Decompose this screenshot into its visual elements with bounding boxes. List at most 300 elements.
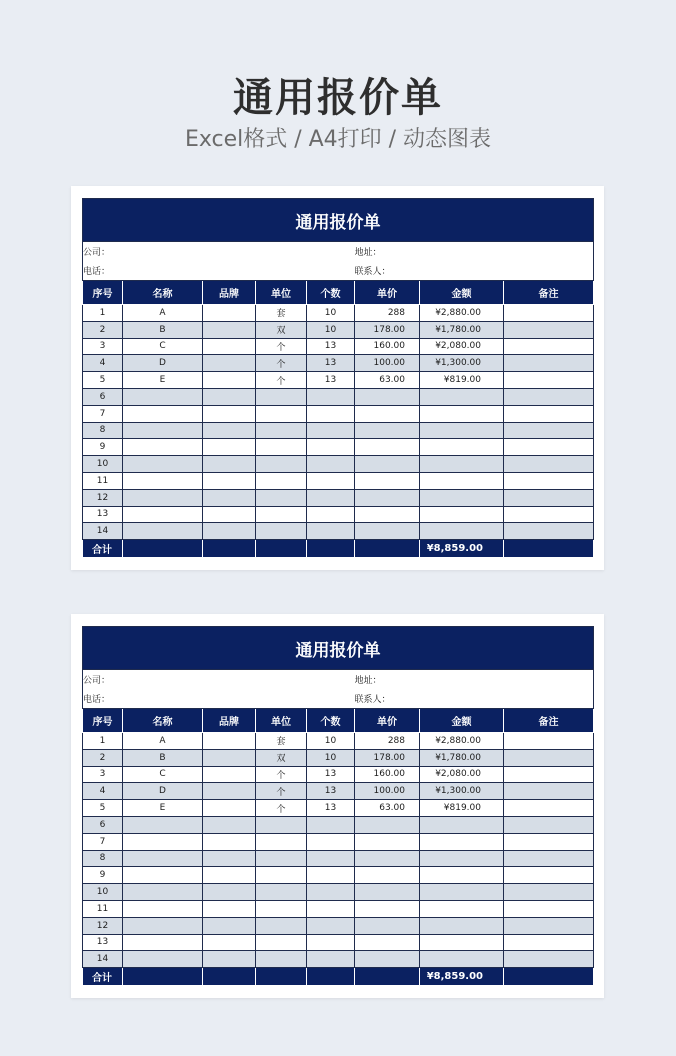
table-cell — [504, 934, 594, 951]
table-cell: 13 — [83, 934, 123, 951]
column-header: 备注 — [504, 709, 594, 733]
table-cell — [355, 405, 420, 422]
table-cell — [256, 934, 307, 951]
table-cell — [123, 900, 203, 917]
table-cell — [504, 833, 594, 850]
table-cell: 套 — [256, 305, 307, 322]
table-cell — [504, 900, 594, 917]
total-empty-cell — [307, 540, 355, 558]
table-cell — [355, 833, 420, 850]
column-header: 金额 — [420, 281, 504, 305]
table-cell: ¥2,880.00 — [420, 733, 504, 750]
table-cell — [307, 917, 355, 934]
table-cell: ¥1,300.00 — [420, 783, 504, 800]
table-row — [83, 321, 594, 338]
table-cell — [504, 733, 594, 750]
table-cell — [256, 388, 307, 405]
table-cell — [504, 355, 594, 372]
table-cell — [203, 749, 256, 766]
table-cell — [307, 850, 355, 867]
table-cell: 6 — [83, 388, 123, 405]
table-cell: 160.00 — [355, 338, 420, 355]
table-cell — [203, 934, 256, 951]
address-label: 地址： — [355, 242, 594, 262]
table-cell — [256, 422, 307, 439]
page-subtitle: Excel格式 / A4打印 / 动态图表 — [184, 127, 492, 152]
table-cell — [203, 489, 256, 506]
quote-sheet-preview-1 — [71, 186, 604, 570]
table-cell — [504, 439, 594, 456]
table-cell: D — [123, 783, 203, 800]
table-cell — [504, 305, 594, 322]
table-cell: C — [123, 338, 203, 355]
table-row — [83, 800, 594, 817]
total-empty-cell — [307, 968, 355, 986]
column-header: 序号 — [83, 281, 123, 305]
table-cell — [504, 388, 594, 405]
quote-sheet-preview-2 — [71, 614, 604, 998]
table-cell — [504, 917, 594, 934]
table-cell: 9 — [83, 439, 123, 456]
quote-table — [82, 626, 594, 986]
table-cell — [123, 867, 203, 884]
table-cell — [203, 917, 256, 934]
table-cell — [504, 816, 594, 833]
table-cell: 14 — [83, 951, 123, 968]
column-header: 品牌 — [203, 709, 256, 733]
table-cell — [203, 800, 256, 817]
table-row — [83, 917, 594, 934]
table-cell — [355, 506, 420, 523]
table-row — [83, 405, 594, 422]
table-cell: 14 — [83, 523, 123, 540]
table-cell — [307, 867, 355, 884]
table-cell — [420, 816, 504, 833]
table-row — [83, 506, 594, 523]
table-cell — [123, 489, 203, 506]
table-cell: 10 — [83, 456, 123, 473]
table-cell — [256, 405, 307, 422]
table-row — [83, 766, 594, 783]
table-cell: 4 — [83, 355, 123, 372]
table-cell: 个 — [256, 800, 307, 817]
table-cell: 178.00 — [355, 749, 420, 766]
table-cell — [355, 472, 420, 489]
table-cell — [256, 917, 307, 934]
table-cell — [307, 523, 355, 540]
table-cell: ¥1,780.00 — [420, 749, 504, 766]
table-cell: E — [123, 372, 203, 389]
table-cell: 6 — [83, 816, 123, 833]
table-cell — [123, 523, 203, 540]
table-cell — [256, 900, 307, 917]
table-cell — [256, 472, 307, 489]
table-cell: 13 — [307, 766, 355, 783]
table-cell — [256, 816, 307, 833]
table-cell: ¥819.00 — [420, 800, 504, 817]
column-header: 单价 — [355, 709, 420, 733]
table-cell — [256, 867, 307, 884]
table-row — [83, 523, 594, 540]
page-title: 通用报价单 — [233, 75, 443, 121]
table-cell — [355, 900, 420, 917]
table-cell — [355, 850, 420, 867]
table-cell: 100.00 — [355, 355, 420, 372]
table-cell — [203, 766, 256, 783]
table-cell: ¥2,880.00 — [420, 305, 504, 322]
table-cell — [504, 766, 594, 783]
table-cell: 5 — [83, 800, 123, 817]
table-cell — [420, 388, 504, 405]
table-cell — [355, 439, 420, 456]
table-cell — [256, 951, 307, 968]
total-label: 合计 — [83, 540, 123, 558]
phone-label: 电话： — [83, 689, 355, 709]
column-header-row — [83, 281, 594, 305]
contact-label: 联系人： — [355, 689, 594, 709]
table-cell: 13 — [83, 506, 123, 523]
table-cell: 63.00 — [355, 372, 420, 389]
total-empty-cell — [256, 540, 307, 558]
column-header: 金额 — [420, 709, 504, 733]
total-value: ¥8,859.00 — [420, 968, 504, 986]
table-cell — [256, 850, 307, 867]
table-cell — [504, 321, 594, 338]
address-label: 地址： — [355, 670, 594, 690]
table-cell — [307, 489, 355, 506]
table-cell — [256, 489, 307, 506]
table-cell — [420, 833, 504, 850]
table-cell — [504, 456, 594, 473]
table-cell — [355, 523, 420, 540]
table-cell — [355, 917, 420, 934]
table-cell — [203, 422, 256, 439]
table-cell — [420, 422, 504, 439]
table-cell: 288 — [355, 733, 420, 750]
table-cell — [504, 405, 594, 422]
table-row — [83, 305, 594, 322]
table-cell — [504, 422, 594, 439]
table-cell — [504, 372, 594, 389]
table-cell — [203, 733, 256, 750]
table-cell — [203, 833, 256, 850]
table-cell: 11 — [83, 900, 123, 917]
table-cell: 套 — [256, 733, 307, 750]
table-cell — [420, 456, 504, 473]
table-cell: D — [123, 355, 203, 372]
table-cell: 个 — [256, 355, 307, 372]
table-cell — [420, 489, 504, 506]
table-cell — [504, 850, 594, 867]
table-row — [83, 489, 594, 506]
table-cell: 10 — [307, 733, 355, 750]
contact-label: 联系人： — [355, 261, 594, 281]
total-empty-cell — [203, 968, 256, 986]
table-cell: 9 — [83, 867, 123, 884]
table-cell — [256, 833, 307, 850]
table-cell — [420, 506, 504, 523]
table-cell — [203, 783, 256, 800]
column-header: 单位 — [256, 709, 307, 733]
table-cell — [420, 405, 504, 422]
table-cell: C — [123, 766, 203, 783]
total-empty-cell — [504, 540, 594, 558]
table-cell: 178.00 — [355, 321, 420, 338]
table-row — [83, 884, 594, 901]
table-cell — [123, 405, 203, 422]
table-cell — [203, 388, 256, 405]
table-cell — [355, 884, 420, 901]
table-cell — [123, 833, 203, 850]
table-row — [83, 422, 594, 439]
table-cell — [307, 816, 355, 833]
table-cell — [123, 456, 203, 473]
table-cell — [203, 900, 256, 917]
table-cell: ¥2,080.00 — [420, 338, 504, 355]
table-cell: 10 — [307, 305, 355, 322]
table-cell — [307, 884, 355, 901]
table-cell: 4 — [83, 783, 123, 800]
table-cell — [123, 388, 203, 405]
table-cell: B — [123, 321, 203, 338]
table-cell — [420, 951, 504, 968]
total-empty-cell — [504, 968, 594, 986]
quote-table — [82, 198, 594, 558]
table-cell — [355, 951, 420, 968]
table-row — [83, 733, 594, 750]
table-cell: 2 — [83, 321, 123, 338]
table-cell — [203, 321, 256, 338]
table-cell: A — [123, 733, 203, 750]
table-cell — [256, 456, 307, 473]
table-cell: 1 — [83, 733, 123, 750]
table-cell: E — [123, 800, 203, 817]
table-row — [83, 338, 594, 355]
table-cell: 3 — [83, 338, 123, 355]
table-cell: 1 — [83, 305, 123, 322]
table-cell — [420, 900, 504, 917]
column-header: 个数 — [307, 709, 355, 733]
table-row — [83, 749, 594, 766]
table-cell: 7 — [83, 405, 123, 422]
table-cell: ¥2,080.00 — [420, 766, 504, 783]
table-cell: 双 — [256, 321, 307, 338]
table-row — [83, 472, 594, 489]
table-cell: 2 — [83, 749, 123, 766]
sheet-title: 通用报价单 — [83, 199, 594, 242]
table-cell — [420, 934, 504, 951]
table-cell: 双 — [256, 749, 307, 766]
table-cell — [203, 506, 256, 523]
table-cell: 3 — [83, 766, 123, 783]
table-cell: 13 — [307, 338, 355, 355]
column-header: 备注 — [504, 281, 594, 305]
table-row — [83, 456, 594, 473]
table-cell: ¥1,780.00 — [420, 321, 504, 338]
table-cell: 8 — [83, 850, 123, 867]
table-cell — [123, 934, 203, 951]
table-cell — [203, 472, 256, 489]
table-cell — [504, 338, 594, 355]
table-cell: 160.00 — [355, 766, 420, 783]
company-label: 公司： — [83, 242, 355, 262]
table-cell — [203, 405, 256, 422]
table-cell — [504, 867, 594, 884]
sheet-title: 通用报价单 — [83, 627, 594, 670]
total-empty-cell — [123, 540, 203, 558]
table-cell: 个 — [256, 338, 307, 355]
column-header: 序号 — [83, 709, 123, 733]
table-cell: 8 — [83, 422, 123, 439]
table-cell: 10 — [307, 321, 355, 338]
column-header: 单价 — [355, 281, 420, 305]
table-cell — [256, 884, 307, 901]
table-cell: 10 — [83, 884, 123, 901]
table-cell — [256, 439, 307, 456]
column-header-row — [83, 709, 594, 733]
table-cell — [123, 506, 203, 523]
table-cell: 13 — [307, 800, 355, 817]
table-cell — [307, 388, 355, 405]
total-empty-cell — [256, 968, 307, 986]
total-empty-cell — [123, 968, 203, 986]
table-cell — [123, 472, 203, 489]
table-cell — [307, 422, 355, 439]
table-cell — [203, 850, 256, 867]
phone-label: 电话： — [83, 261, 355, 281]
table-cell — [420, 917, 504, 934]
table-cell — [420, 867, 504, 884]
table-cell — [504, 951, 594, 968]
table-cell — [355, 422, 420, 439]
table-cell: 5 — [83, 372, 123, 389]
total-value: ¥8,859.00 — [420, 540, 504, 558]
table-row — [83, 934, 594, 951]
table-cell: 11 — [83, 472, 123, 489]
table-cell — [203, 305, 256, 322]
table-cell — [307, 456, 355, 473]
table-cell — [355, 934, 420, 951]
table-cell: 13 — [307, 355, 355, 372]
table-cell — [420, 472, 504, 489]
table-cell — [307, 934, 355, 951]
table-cell: A — [123, 305, 203, 322]
table-cell — [355, 816, 420, 833]
table-cell — [307, 472, 355, 489]
table-cell — [203, 372, 256, 389]
table-row — [83, 867, 594, 884]
table-cell — [123, 884, 203, 901]
table-cell — [307, 405, 355, 422]
total-empty-cell — [355, 540, 420, 558]
table-cell — [307, 439, 355, 456]
table-cell — [123, 917, 203, 934]
table-cell — [123, 816, 203, 833]
column-header: 名称 — [123, 709, 203, 733]
table-cell: 63.00 — [355, 800, 420, 817]
table-cell: ¥819.00 — [420, 372, 504, 389]
table-cell — [203, 338, 256, 355]
table-row — [83, 833, 594, 850]
table-cell — [355, 867, 420, 884]
table-cell: 个 — [256, 372, 307, 389]
table-cell — [504, 472, 594, 489]
table-cell — [203, 951, 256, 968]
table-cell: 个 — [256, 766, 307, 783]
column-header: 品牌 — [203, 281, 256, 305]
table-cell — [123, 422, 203, 439]
table-cell — [504, 523, 594, 540]
total-empty-cell — [355, 968, 420, 986]
table-cell — [203, 355, 256, 372]
table-row — [83, 951, 594, 968]
column-header: 单位 — [256, 281, 307, 305]
column-header: 名称 — [123, 281, 203, 305]
table-cell — [203, 884, 256, 901]
table-cell — [123, 439, 203, 456]
table-cell: ¥1,300.00 — [420, 355, 504, 372]
table-cell — [307, 506, 355, 523]
table-cell — [307, 951, 355, 968]
column-header: 个数 — [307, 281, 355, 305]
table-cell — [203, 816, 256, 833]
table-cell — [355, 456, 420, 473]
table-cell — [504, 506, 594, 523]
table-cell: 7 — [83, 833, 123, 850]
table-row — [83, 850, 594, 867]
table-cell — [420, 439, 504, 456]
table-cell — [203, 523, 256, 540]
table-cell — [307, 833, 355, 850]
table-cell — [256, 506, 307, 523]
total-row — [83, 968, 594, 986]
total-empty-cell — [203, 540, 256, 558]
table-cell — [504, 489, 594, 506]
table-cell — [420, 884, 504, 901]
table-cell — [355, 388, 420, 405]
table-row — [83, 783, 594, 800]
table-cell — [420, 850, 504, 867]
table-cell: 10 — [307, 749, 355, 766]
table-row — [83, 388, 594, 405]
table-cell — [355, 489, 420, 506]
table-cell: B — [123, 749, 203, 766]
total-row — [83, 540, 594, 558]
table-cell: 12 — [83, 489, 123, 506]
table-cell — [420, 523, 504, 540]
table-cell — [504, 783, 594, 800]
table-cell — [504, 884, 594, 901]
table-cell — [256, 523, 307, 540]
table-cell: 100.00 — [355, 783, 420, 800]
table-cell: 个 — [256, 783, 307, 800]
table-cell: 12 — [83, 917, 123, 934]
table-cell — [123, 951, 203, 968]
table-cell: 13 — [307, 783, 355, 800]
table-cell — [123, 850, 203, 867]
company-label: 公司： — [83, 670, 355, 690]
table-cell — [307, 900, 355, 917]
table-cell — [203, 456, 256, 473]
total-label: 合计 — [83, 968, 123, 986]
table-cell: 288 — [355, 305, 420, 322]
table-row — [83, 439, 594, 456]
table-cell — [203, 439, 256, 456]
table-cell — [203, 867, 256, 884]
table-row — [83, 355, 594, 372]
table-row — [83, 816, 594, 833]
table-cell — [504, 800, 594, 817]
